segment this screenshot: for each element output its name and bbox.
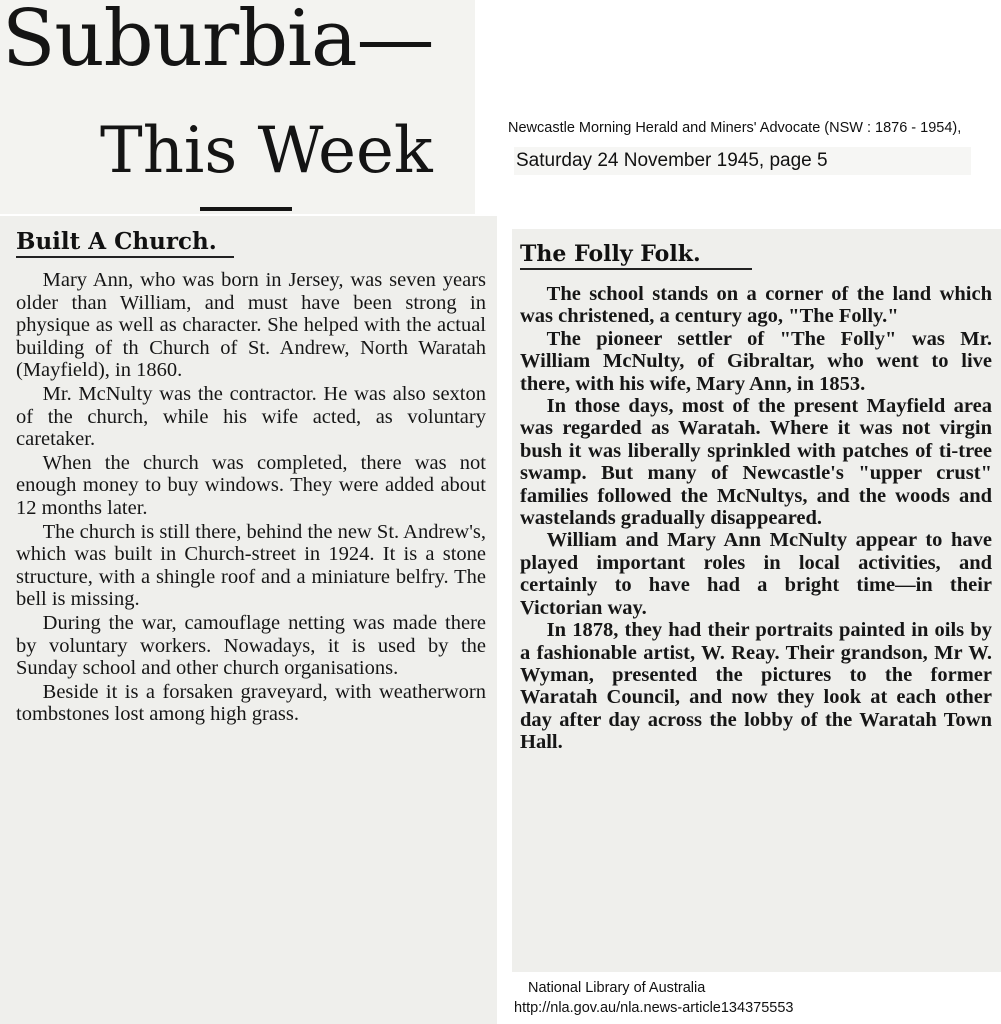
article-left-column bbox=[0, 216, 497, 1024]
citation-date: Saturday 24 November 1945, page 5 bbox=[514, 147, 971, 175]
masthead bbox=[0, 0, 475, 214]
paragraph: During the war, camouflage netting was made there by voluntary workers. Nowadays, it is used by the Sunday school and other church organisations. bbox=[16, 611, 486, 680]
right-headline-rule bbox=[520, 268, 752, 270]
masthead-subtitle: This Week bbox=[100, 114, 433, 188]
paragraph: The church is still there, behind the new St. Andrew's, which was built in Church-street in 1924. It is a stone structure, with a shingle roof and a miniature belfry. The bell is missing. bbox=[16, 520, 486, 611]
left-body bbox=[16, 269, 486, 727]
paragraph: Mary Ann, who was born in Jersey, was seven years older than William, and must have been strong in physique as well as character. She helped with the actual building of th Church of St. Andrew, North Waratah (Mayfield), in 1860. bbox=[16, 269, 486, 382]
paragraph: Mr. McNulty was the contractor. He was also sexton of the church, while his wife acted, as voluntary caretaker. bbox=[16, 382, 486, 451]
masthead-rule bbox=[200, 207, 292, 211]
paragraph: The school stands on a corner of the land which was christened, a century ago, "The Folly." bbox=[520, 283, 992, 328]
footer-url[interactable]: http://nla.gov.au/nla.news-article134375553 bbox=[514, 1000, 794, 1016]
right-headline: The Folly Folk. bbox=[520, 241, 701, 267]
citation-publication: Newcastle Morning Herald and Miners' Advocate (NSW : 1876 - 1954), bbox=[508, 120, 962, 136]
masthead-title: Suburbia— bbox=[2, 0, 434, 84]
paragraph: In those days, most of the present Mayfield area was regarded as Waratah. Where it was not virgin bush it was liberally sprinkled with patches of ti-tree swamp. But many of Newcastle's "upper crust" families followed the McNultys, and the woods and wastelands gradually disappeared. bbox=[520, 395, 992, 530]
paragraph: Beside it is a forsaken graveyard, with weatherworn tombstones lost among high grass. bbox=[16, 680, 486, 726]
paragraph: The pioneer settler of "The Folly" was Mr. William McNulty, of Gibraltar, who went to live there, with his wife, Mary Ann, in 1853. bbox=[520, 327, 992, 395]
paragraph: William and Mary Ann McNulty appear to have played important roles in local activities, and certainly to have had a bright time—in their Victorian way. bbox=[520, 529, 992, 619]
paragraph: When the church was completed, there was not enough money to buy windows. They were added about 12 months later. bbox=[16, 451, 486, 519]
article-right-column bbox=[512, 229, 1001, 972]
left-headline-rule bbox=[16, 256, 234, 258]
right-body bbox=[520, 283, 992, 754]
left-headline: Built A Church. bbox=[16, 228, 217, 255]
footer-library: National Library of Australia bbox=[528, 980, 706, 996]
paragraph: In 1878, they had their portraits painted in oils by a fashionable artist, W. Reay. Their grandson, Mr W. Wyman, presented the pictures to the former Waratah Council, and now they look at each other day after day across the lobby of the Waratah Town Hall. bbox=[520, 619, 992, 754]
